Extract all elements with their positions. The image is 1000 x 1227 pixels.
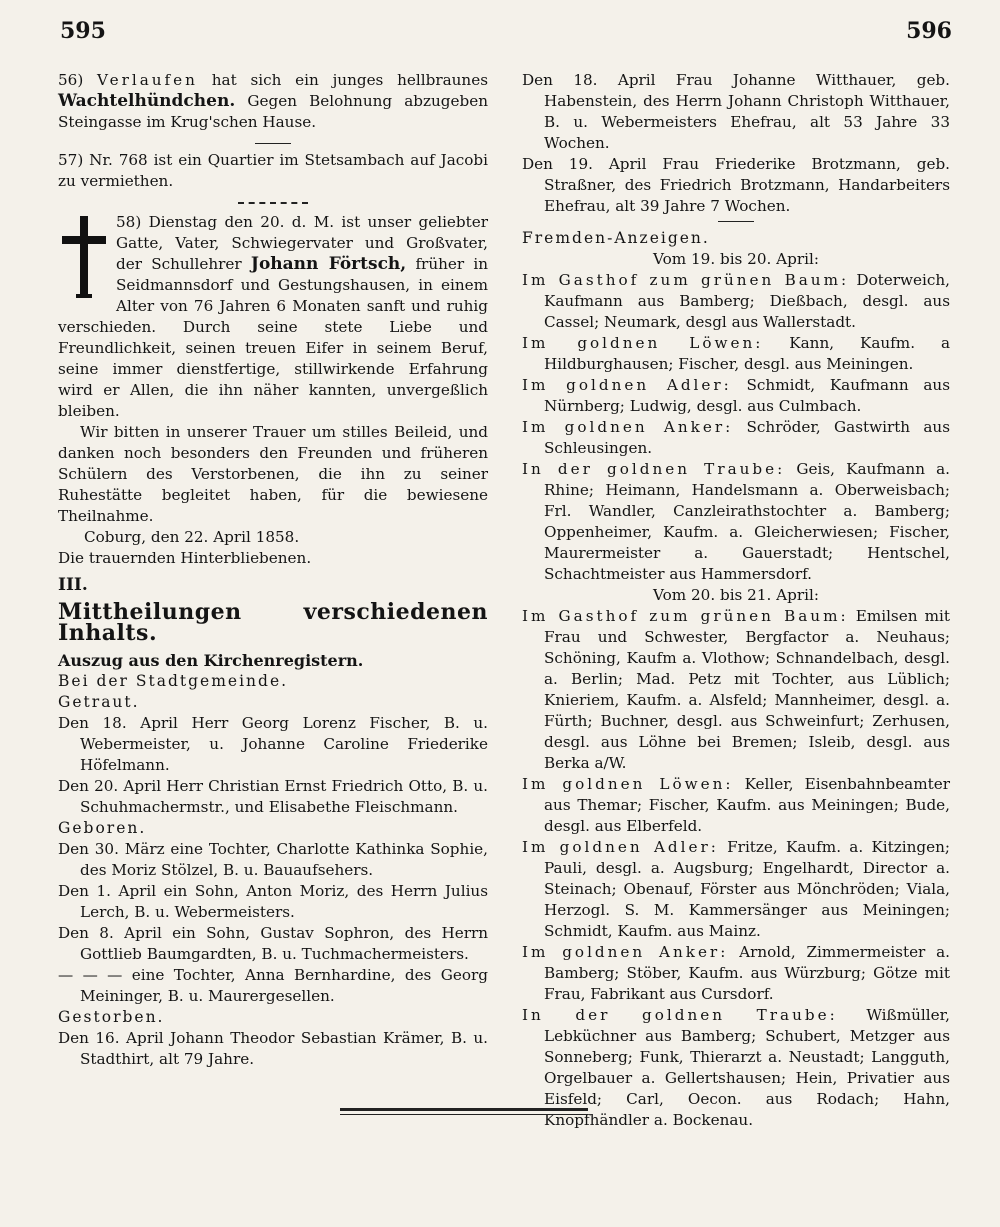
guest-list: Wißmüller, Lebküchner aus Bamberg; Schubert, Metzger aus Sonneberg; Funk, Thierarzt a. Neustadt; Langguth, Orgelbauer a. Gellertshausen; Hein, Privatier aus Eisfeld; Carl, Oecon. aus Rodach; Hahn, Knopfhändler a. Bockenau.: [544, 1006, 950, 1129]
right-column: [522, 70, 950, 1131]
guest-entry: [522, 270, 950, 333]
notice-57: 57) Nr. 768 ist ein Quartier im Stetsambach auf Jacobi zu vermiethen.: [58, 151, 488, 190]
guest-list: Arnold, Zimmermeister a. Bamberg; Stöber, Kaufm. aus Würzburg; Götze mit Frau, Fabrikant aus Cursdorf.: [544, 943, 950, 1003]
period-heading: Vom 19. bis 20. April:: [653, 250, 819, 268]
page-number-left: 595: [60, 18, 106, 44]
notice-56-text1: hat sich ein junges hellbraunes: [211, 71, 488, 89]
register-entry: Den 30. März eine Tochter, Charlotte Kathinka Sophie, des Moriz Stölzel, B. u. Bauaufsehers.: [58, 840, 488, 879]
obituary-text3: Wir bitten in unserer Trauer um stilles Beileid, und danken noch besonders den Freunden und früheren Schülern des Verstorbenen, die ihn zu seiner Ruhestätte begleitet haben, für die bewiesene Theilnahme.: [58, 423, 488, 525]
period-heading: Vom 20. bis 21. April:: [653, 586, 819, 604]
guest-house: Im goldnen Löwen:: [522, 775, 734, 793]
guest-list: Fritze, Kaufm. a. Kitzingen; Pauli, desgl. a. Augsburg; Engelhardt, Director a. Steinach; Obenauf, Förster aus Mönchröden; Viala, Herzogl. S. M. Kammersänger aus Meiningen; Schmidt, Kaufm. aus Mainz.: [544, 838, 951, 940]
notice-56: [58, 70, 488, 133]
separator-rule: [718, 221, 754, 222]
guest-list: Schröder, Gastwirth aus Schleusingen.: [544, 418, 950, 457]
notice-56-highlight: Wachtelhündchen.: [58, 91, 236, 111]
guest-house: Im goldnen Anker:: [522, 418, 734, 436]
guest-house: Im Gasthof zum grünen Baum:: [522, 271, 850, 289]
gestorben-heading: Gestorben.: [58, 1008, 165, 1026]
community-heading: Bei der Stadtgemeinde.: [58, 672, 289, 690]
fremden-heading: Fremden-Anzeigen.: [522, 229, 710, 247]
guest-house: Im goldnen Adler:: [522, 838, 719, 856]
register-title: Auszug aus den Kirchenregistern.: [58, 651, 364, 670]
register-entry: Den 20. April Herr Christian Ernst Friedrich Otto, B. u. Schuhmachermstr., und Elisabethe Fleischmann.: [58, 777, 488, 816]
geboren-heading: Geboren.: [58, 819, 147, 837]
obituary-text2: früher in Seidmannsdorf und Gestungshausen, in einem Alter von 76 Jahren 6 Monaten sanft und ruhig verschieden. Durch seine stete Liebe und Freundlichkeit, seinen treuen Eifer in seinem Beruf, seine immer dienstfertige, stillwirkende Erfahrung wird er Allen, die ihn näher kannten, unvergeßlich bleiben.: [58, 255, 488, 420]
guest-house: Im goldnen Anker:: [522, 943, 729, 961]
section-number: III.: [58, 575, 88, 595]
register-entry: Den 18. April Frau Johanne Witthauer, geb. Habenstein, des Herrn Johann Christoph Witthauer, B. u. Webermeisters Ehefrau, alt 53 Jahre 33 Wochen.: [522, 71, 950, 152]
register-entry: — — — eine Tochter, Anna Bernhardine, des Georg Meininger, B. u. Maurergesellen.: [58, 966, 488, 1005]
guest-house: Im goldnen Adler:: [522, 376, 732, 394]
register-entry: Den 19. April Frau Friederike Brotzmann, geb. Straßner, des Friedrich Brotzmann, Handarbeiters Ehefrau, alt 39 Jahre 7 Wochen.: [522, 155, 950, 215]
guest-list: Emilsen mit Frau und Schwester, Bergfactor a. Neuhaus; Schöning, Kaufm a. Vlothow; Schnandelbach, desgl. a. Berlin; Mad. Petz mit Tochter, aus Lüblich; Knieriem, Kaufm. a. Alsfeld; Mannheimer, desgl. a. Fürth; Buchner, desgl. aus Schweinfurt; Zerhusen, desgl. aus Löhne bei Bremen; Isleib, desgl. aus Berka a/W.: [544, 607, 950, 772]
guest-house: In der goldnen Traube:: [522, 460, 786, 478]
left-column: [58, 70, 488, 1070]
guest-entry: [522, 333, 950, 375]
guest-list: Schmidt, Kaufmann aus Nürnberg; Ludwig, desgl. aus Culmbach.: [544, 376, 951, 415]
notice-56-number: 56): [58, 71, 84, 89]
notice-56-lead: Verlaufen: [97, 71, 198, 89]
separator-rule: [238, 202, 308, 204]
register-entry: Den 8. April ein Sohn, Gustav Sophron, des Herrn Gottlieb Baumgardten, B. u. Tuchmachermeisters.: [58, 924, 488, 963]
page-number-right: 596: [906, 18, 952, 44]
guest-entry: [522, 417, 950, 459]
guest-entry: [522, 375, 950, 417]
notice-56-text2: Gegen Belohnung abzugeben Steingasse im Krug'schen Hause.: [58, 92, 488, 131]
guest-entry: [522, 942, 950, 1005]
guest-list: Keller, Eisenbahnbeamter aus Themar; Fischer, Kaufm. aus Meiningen; Bude, desgl. aus Elberfeld.: [544, 775, 950, 835]
register-entry: Den 18. April Herr Georg Lorenz Fischer, B. u. Webermeister, u. Johanne Caroline Friederike Höfelmann.: [58, 714, 488, 774]
guest-list: Kann, Kaufm. a Hildburghausen; Fischer, desgl. aus Meiningen.: [544, 334, 950, 373]
obituary-place-date: Coburg, den 22. April 1858.: [84, 528, 300, 546]
guest-house: In der goldnen Traube:: [522, 1006, 838, 1024]
guest-list: Doterweich, Kaufmann aus Bamberg; Dießbach, desgl. aus Cassel; Neumark, desgl aus Wallerstadt.: [544, 271, 950, 331]
register-entry: Den 1. April ein Sohn, Anton Moriz, des Herrn Julius Lerch, B. u. Webermeisters.: [58, 882, 488, 921]
guest-entry: [522, 606, 950, 774]
register-entry: Den 16. April Johann Theodor Sebastian Krämer, B. u. Stadthirt, alt 79 Jahre.: [58, 1029, 488, 1068]
guest-entry: [522, 837, 950, 942]
cross-icon: [58, 214, 110, 298]
guest-list: Geis, Kaufmann a. Rhine; Heimann, Handelsmann a. Oberweisbach; Frl. Wandler, Canzleirathstochter a. Bamberg; Oppenheimer, Kaufm. a. Gleicherwiesen; Fischer, Maurermeister a. Gauerstadt; Hentschel, Schachtmeister aus Hammersdorf.: [544, 460, 951, 583]
getraut-heading: Getraut.: [58, 693, 140, 711]
guest-house: Im Gasthof zum grünen Baum:: [522, 607, 849, 625]
separator-rule: [255, 143, 291, 144]
obituary-signature: Die trauernden Hinterbliebenen.: [58, 549, 312, 567]
guest-house: Im goldnen Löwen:: [522, 334, 764, 352]
obituary-name: Johann Förtsch,: [250, 254, 407, 274]
end-rule: [340, 1108, 588, 1115]
guest-entry: [522, 774, 950, 837]
guest-entry: [522, 459, 950, 585]
obituary-notice: [58, 212, 488, 569]
section-title: Mittheilungen verschiedenen Inhalts.: [58, 599, 488, 646]
obituary-text1: 58) Dienstag den 20. d. M. ist unser geliebter Gatte, Vater, Schwiegervater und Großvater, der Schullehrer: [116, 213, 488, 273]
